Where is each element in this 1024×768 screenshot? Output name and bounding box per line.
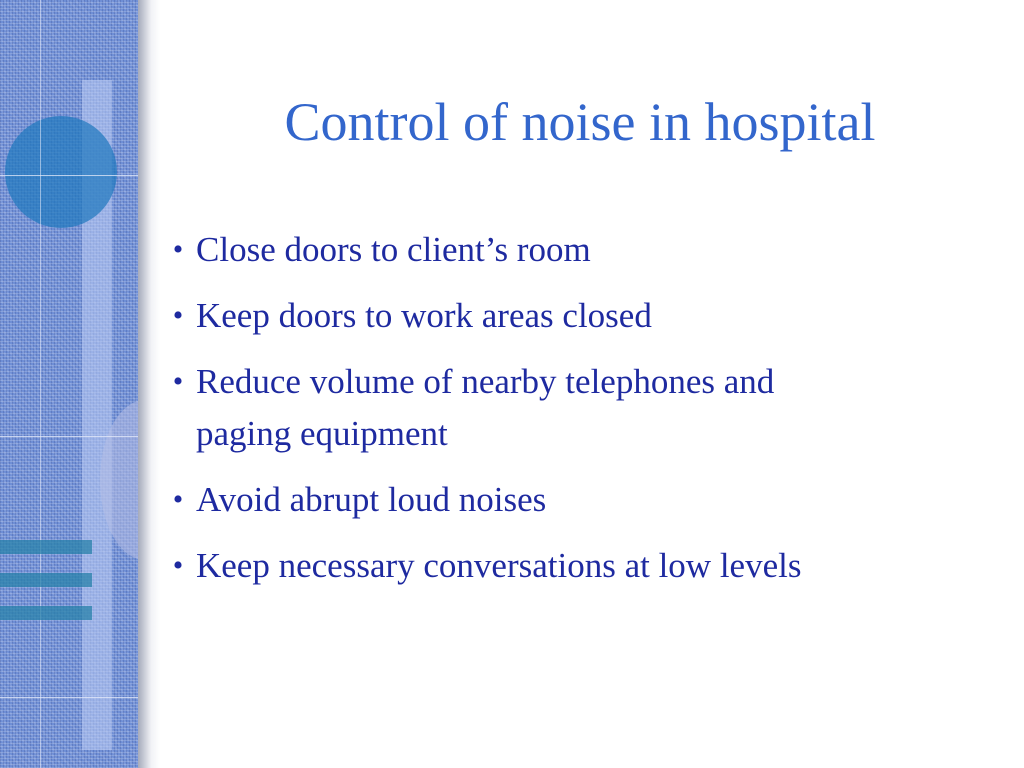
decorative-side-panel xyxy=(0,0,138,768)
decorative-line xyxy=(0,175,138,176)
bullet-icon: • xyxy=(172,549,184,582)
bullet-item xyxy=(160,290,1000,342)
bullet-item xyxy=(160,224,1000,276)
decorative-panel-shadow xyxy=(138,0,160,768)
bullet-item xyxy=(160,356,1000,460)
decorative-bar xyxy=(0,606,92,620)
bullet-icon: • xyxy=(172,483,184,516)
bullet-list xyxy=(160,224,1000,606)
decorative-bar xyxy=(0,573,92,587)
decorative-line xyxy=(0,697,138,698)
bullet-icon: • xyxy=(172,365,184,398)
bullet-text: Keep necessary conversations at low levels xyxy=(196,546,802,585)
decorative-line xyxy=(0,436,138,437)
bullet-item xyxy=(160,474,1000,526)
bullet-text: Close doors to client’s room xyxy=(196,230,591,269)
decorative-circle xyxy=(5,116,117,228)
bullet-icon: • xyxy=(172,233,184,266)
slide-title: Control of noise in hospital xyxy=(284,92,876,152)
bullet-text: Avoid abrupt loud noises xyxy=(196,480,547,519)
decorative-bar xyxy=(0,540,92,554)
bullet-item xyxy=(160,540,1000,592)
bullet-icon: • xyxy=(172,299,184,332)
decorative-line xyxy=(40,0,41,768)
bullet-text: Keep doors to work areas closed xyxy=(196,296,652,335)
bullet-text: Reduce volume of nearby telephones and paging equipment xyxy=(196,362,775,453)
